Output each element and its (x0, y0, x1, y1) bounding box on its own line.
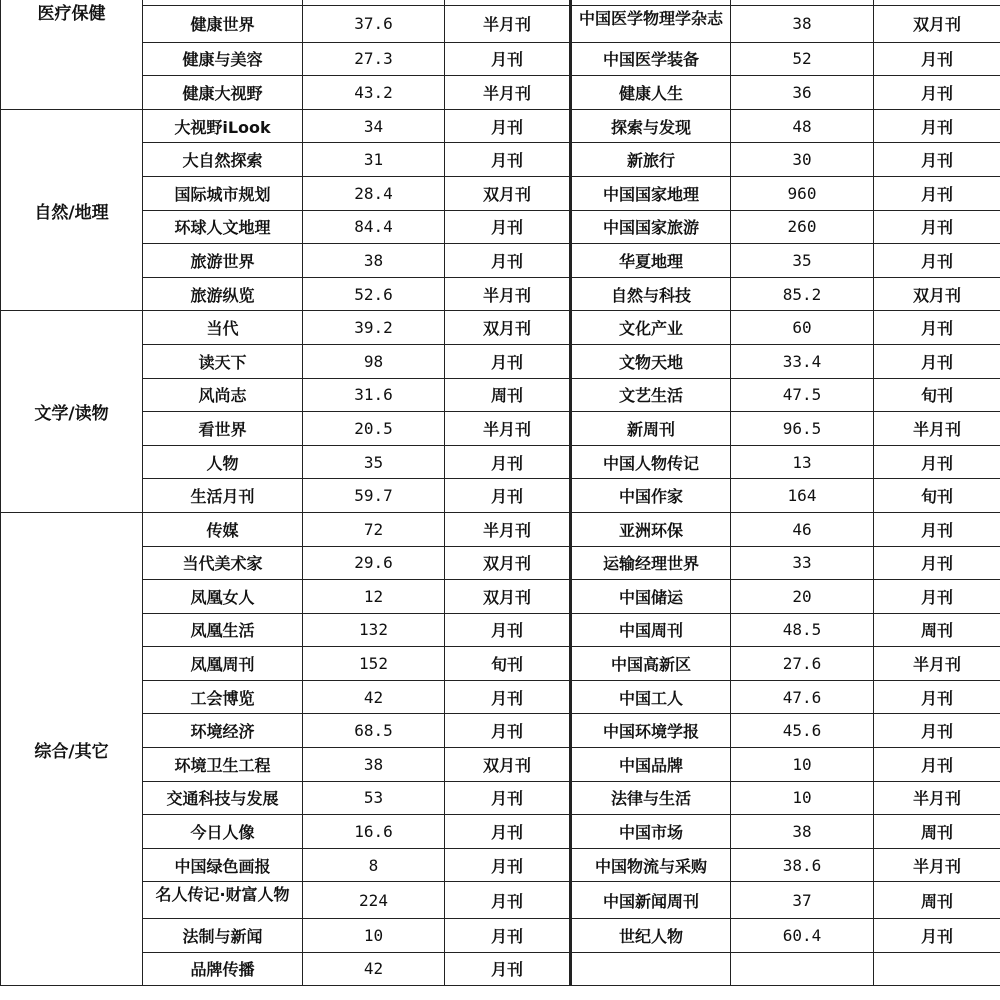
magazine-frequency: 月刊 (874, 580, 1000, 614)
magazine-frequency: 月刊 (445, 244, 571, 278)
magazine-price: 260 (731, 210, 874, 244)
magazine-name: 文艺生活 (571, 378, 731, 412)
magazine-name: 中国医学装备 (571, 42, 731, 76)
magazine-price: 10 (731, 748, 874, 782)
magazine-frequency: 月刊 (445, 479, 571, 513)
magazine-name: 名人传记·财富人物 (143, 882, 303, 919)
table-row (1, 109, 1000, 143)
magazine-name: 健康世界 (143, 6, 303, 43)
magazine-name: 探索与发现 (571, 109, 731, 143)
magazine-frequency: 周刊 (874, 815, 1000, 849)
magazine-price: 29.6 (303, 546, 445, 580)
magazine-frequency: 旬刊 (874, 479, 1000, 513)
magazine-frequency: 月刊 (874, 42, 1000, 76)
magazine-name: 健康人生 (571, 76, 731, 110)
magazine-name: 工会博览 (143, 680, 303, 714)
magazine-frequency: 半月刊 (874, 412, 1000, 446)
table-row (1, 882, 1000, 919)
magazine-name: 当代 (143, 311, 303, 345)
category-cell: 医疗保健 (1, 0, 143, 109)
table-row (1, 848, 1000, 882)
category-cell: 自然/地理 (1, 109, 143, 311)
magazine-frequency: 半月刊 (445, 512, 571, 546)
magazine-name: 大自然探索 (143, 143, 303, 177)
magazine-price: 10 (303, 919, 445, 953)
magazine-frequency: 半月刊 (874, 848, 1000, 882)
magazine-frequency: 月刊 (874, 344, 1000, 378)
magazine-name: 看世界 (143, 412, 303, 446)
magazine-name: 生活月刊 (143, 479, 303, 513)
magazine-name: 亚洲环保 (571, 512, 731, 546)
table-row (1, 613, 1000, 647)
magazine-frequency: 周刊 (445, 378, 571, 412)
magazine-frequency: 月刊 (445, 445, 571, 479)
magazine-price: 48 (731, 109, 874, 143)
magazine-frequency: 双月刊 (874, 6, 1000, 43)
magazine-name: 中国储运 (571, 580, 731, 614)
magazine-name: 中国绿色画报 (143, 848, 303, 882)
table-body (1, 0, 1000, 986)
magazine-price: 13 (731, 445, 874, 479)
magazine-price: 27.6 (731, 647, 874, 681)
magazine-frequency: 旬刊 (445, 647, 571, 681)
magazine-frequency: 半月刊 (445, 412, 571, 446)
magazine-price: 60.4 (731, 919, 874, 953)
magazine-price: 35 (731, 244, 874, 278)
magazine-frequency: 双月刊 (445, 311, 571, 345)
magazine-price: 42 (303, 680, 445, 714)
magazine-frequency: 半月刊 (445, 76, 571, 110)
magazine-price: 28.4 (303, 176, 445, 210)
magazine-price: 31 (303, 143, 445, 177)
magazine-name: 新旅行 (571, 143, 731, 177)
magazine-frequency: 半月刊 (445, 277, 571, 311)
table-row (1, 580, 1000, 614)
magazine-frequency: 半月刊 (874, 781, 1000, 815)
table-row (1, 952, 1000, 986)
magazine-name: 中国工人 (571, 680, 731, 714)
table-row (1, 815, 1000, 849)
magazine-price: 37 (731, 882, 874, 919)
magazine-frequency: 月刊 (874, 748, 1000, 782)
magazine-name: 新周刊 (571, 412, 731, 446)
magazine-frequency: 周刊 (874, 613, 1000, 647)
magazine-frequency: 月刊 (874, 919, 1000, 953)
magazine-price: 38 (731, 6, 874, 43)
magazine-frequency: 双月刊 (445, 546, 571, 580)
magazine-frequency: 月刊 (874, 76, 1000, 110)
magazine-price: 8 (303, 848, 445, 882)
magazine-name: 法制与新闻 (143, 919, 303, 953)
magazine-price (731, 952, 874, 986)
magazine-frequency: 月刊 (874, 445, 1000, 479)
magazine-frequency: 双月刊 (445, 748, 571, 782)
magazine-name: 读天下 (143, 344, 303, 378)
table-row (1, 344, 1000, 378)
magazine-name: 中国高新区 (571, 647, 731, 681)
magazine-name: 环球人文地理 (143, 210, 303, 244)
magazine-price: 10 (731, 781, 874, 815)
magazine-price: 84.4 (303, 210, 445, 244)
magazine-frequency: 月刊 (874, 512, 1000, 546)
magazine-price: 33.4 (731, 344, 874, 378)
table-row (1, 143, 1000, 177)
magazine-price: 39.2 (303, 311, 445, 345)
table-row (1, 42, 1000, 76)
magazine-name: 中国医学物理学杂志 (571, 6, 731, 43)
magazine-name: 文化产业 (571, 311, 731, 345)
magazine-price: 53 (303, 781, 445, 815)
magazine-frequency: 月刊 (445, 952, 571, 986)
table-row (1, 512, 1000, 546)
magazine-name: 世纪人物 (571, 919, 731, 953)
magazine-frequency: 月刊 (445, 680, 571, 714)
table-row (1, 210, 1000, 244)
magazine-price: 48.5 (731, 613, 874, 647)
magazine-frequency: 月刊 (445, 344, 571, 378)
magazine-price: 20.5 (303, 412, 445, 446)
magazine-frequency: 月刊 (445, 143, 571, 177)
magazine-name: 当代美术家 (143, 546, 303, 580)
magazine-price: 52.6 (303, 277, 445, 311)
magazine-name: 旅游世界 (143, 244, 303, 278)
magazine-name: 旅游纵览 (143, 277, 303, 311)
magazine-price: 38 (731, 815, 874, 849)
table-row (1, 6, 1000, 43)
magazine-price: 38 (303, 748, 445, 782)
magazine-frequency: 月刊 (445, 815, 571, 849)
magazine-price: 38.6 (731, 848, 874, 882)
table-row (1, 244, 1000, 278)
magazine-name: 中国新闻周刊 (571, 882, 731, 919)
table-row (1, 311, 1000, 345)
magazine-frequency: 双月刊 (874, 277, 1000, 311)
magazine-price: 45.6 (731, 714, 874, 748)
table-row (1, 781, 1000, 815)
magazine-price: 60 (731, 311, 874, 345)
magazine-price: 98 (303, 344, 445, 378)
magazine-price: 38 (303, 244, 445, 278)
table-row (1, 647, 1000, 681)
magazine-name: 华夏地理 (571, 244, 731, 278)
magazine-price: 36 (731, 76, 874, 110)
magazine-frequency: 月刊 (445, 613, 571, 647)
magazine-name: 凤凰女人 (143, 580, 303, 614)
magazine-frequency: 月刊 (445, 781, 571, 815)
magazine-price: 20 (731, 580, 874, 614)
magazine-price: 42 (303, 952, 445, 986)
magazine-price: 164 (731, 479, 874, 513)
magazine-frequency: 双月刊 (445, 580, 571, 614)
magazine-frequency: 月刊 (445, 210, 571, 244)
magazine-frequency: 月刊 (445, 109, 571, 143)
magazine-price: 46 (731, 512, 874, 546)
magazine-price: 27.3 (303, 42, 445, 76)
magazine-frequency: 月刊 (874, 311, 1000, 345)
magazine-price: 960 (731, 176, 874, 210)
magazine-price: 224 (303, 882, 445, 919)
magazine-frequency: 周刊 (874, 882, 1000, 919)
magazine-frequency: 月刊 (445, 882, 571, 919)
magazine-price: 47.5 (731, 378, 874, 412)
magazine-name: 中国国家地理 (571, 176, 731, 210)
table-row (1, 748, 1000, 782)
magazine-frequency: 月刊 (445, 42, 571, 76)
magazine-price: 152 (303, 647, 445, 681)
magazine-frequency: 半月刊 (874, 647, 1000, 681)
magazine-frequency: 半月刊 (445, 6, 571, 43)
magazine-name: 中国人物传记 (571, 445, 731, 479)
magazine-frequency: 月刊 (445, 714, 571, 748)
magazine-frequency: 月刊 (874, 244, 1000, 278)
magazine-price: 96.5 (731, 412, 874, 446)
magazine-price: 47.6 (731, 680, 874, 714)
magazine-frequency: 月刊 (874, 109, 1000, 143)
magazine-price: 37.6 (303, 6, 445, 43)
magazine-frequency: 月刊 (874, 680, 1000, 714)
magazine-price: 16.6 (303, 815, 445, 849)
magazine-frequency: 月刊 (874, 714, 1000, 748)
table-row (1, 445, 1000, 479)
magazine-name: 凤凰周刊 (143, 647, 303, 681)
magazine-frequency: 双月刊 (445, 176, 571, 210)
magazine-name: 中国品牌 (571, 748, 731, 782)
magazine-price: 59.7 (303, 479, 445, 513)
magazine-frequency (874, 952, 1000, 986)
magazine-price: 31.6 (303, 378, 445, 412)
magazine-price: 34 (303, 109, 445, 143)
magazine-name: 品牌传播 (143, 952, 303, 986)
magazine-name: 中国物流与采购 (571, 848, 731, 882)
table-row (1, 412, 1000, 446)
magazine-frequency: 月刊 (874, 176, 1000, 210)
magazine-frequency: 月刊 (874, 143, 1000, 177)
category-cell: 综合/其它 (1, 512, 143, 985)
magazine-name: 环境经济 (143, 714, 303, 748)
table-row (1, 479, 1000, 513)
table-row (1, 546, 1000, 580)
magazine-name: 法律与生活 (571, 781, 731, 815)
table-row (1, 378, 1000, 412)
magazine-price: 43.2 (303, 76, 445, 110)
magazine-name: 自然与科技 (571, 277, 731, 311)
magazine-name: 环境卫生工程 (143, 748, 303, 782)
magazine-name (571, 952, 731, 986)
table-row (1, 919, 1000, 953)
magazine-name: 今日人像 (143, 815, 303, 849)
magazine-frequency: 旬刊 (874, 378, 1000, 412)
magazine-price: 35 (303, 445, 445, 479)
magazine-name: 中国国家旅游 (571, 210, 731, 244)
category-cell: 文学/读物 (1, 311, 143, 513)
magazine-name: 人物 (143, 445, 303, 479)
magazine-name: 运输经理世界 (571, 546, 731, 580)
magazine-name: 健康大视野 (143, 76, 303, 110)
magazine-price: 30 (731, 143, 874, 177)
magazine-price: 33 (731, 546, 874, 580)
table-row (1, 714, 1000, 748)
magazine-name: 国际城市规划 (143, 176, 303, 210)
magazine-price: 68.5 (303, 714, 445, 748)
magazine-frequency: 月刊 (874, 210, 1000, 244)
magazine-price: 132 (303, 613, 445, 647)
table-row (1, 76, 1000, 110)
magazine-name: 中国周刊 (571, 613, 731, 647)
magazine-name: 传媒 (143, 512, 303, 546)
magazine-name: 中国市场 (571, 815, 731, 849)
magazine-name: 中国作家 (571, 479, 731, 513)
magazine-frequency: 月刊 (445, 919, 571, 953)
table-row (1, 176, 1000, 210)
magazine-name: 风尚志 (143, 378, 303, 412)
magazine-name: 大视野iLook (143, 109, 303, 143)
magazine-price: 52 (731, 42, 874, 76)
magazine-frequency: 月刊 (445, 848, 571, 882)
table-row (1, 277, 1000, 311)
magazine-price: 72 (303, 512, 445, 546)
magazine-name: 文物天地 (571, 344, 731, 378)
magazine-name: 交通科技与发展 (143, 781, 303, 815)
magazine-price: 85.2 (731, 277, 874, 311)
magazine-price: 12 (303, 580, 445, 614)
magazine-name: 凤凰生活 (143, 613, 303, 647)
magazine-name: 中国环境学报 (571, 714, 731, 748)
magazine-name: 健康与美容 (143, 42, 303, 76)
magazine-frequency: 月刊 (874, 546, 1000, 580)
table-row (1, 680, 1000, 714)
